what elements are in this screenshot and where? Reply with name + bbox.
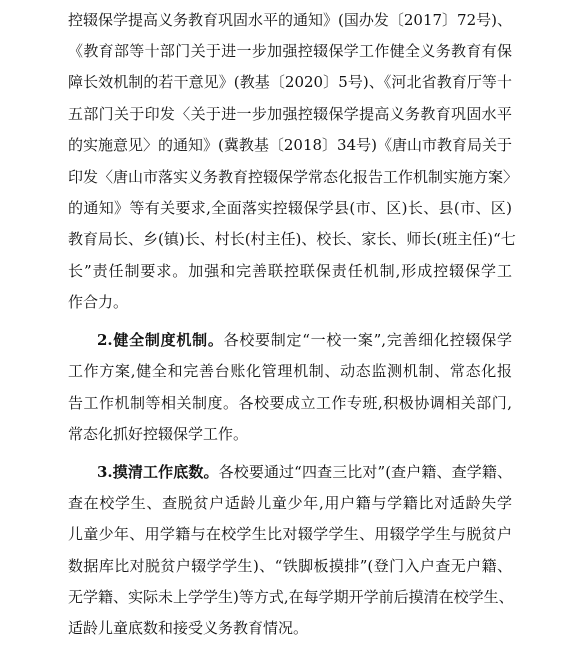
paragraph-3-heading: 3.摸清工作底数。 xyxy=(97,463,219,481)
paragraph-3-line-4: 数据库比对脱贫户辍学学生)、“铁脚板摸排”(登门入户查无户籍、 xyxy=(68,557,512,575)
paragraph-2-line-2: 工作方案,健全和完善台账化管理机制、动态监测机制、常态化报 xyxy=(68,362,512,380)
paragraph-1-line-4: 五部门关于印发〈关于进一步加强控辍保学提高义务教育巩固水平 xyxy=(68,105,512,123)
paragraph-3-line-3: 儿童少年、用学籍与在校学生比对辍学学生、用辍学学生与脱贫户 xyxy=(68,525,512,543)
paragraph-1-line-10: 作合力。 xyxy=(68,293,129,311)
paragraph-3-line-5: 无学籍、实际未上学学生)等方式,在每学期开学前后摸清在校学生、 xyxy=(68,588,514,606)
paragraph-1-line-1: 控辍保学提高义务教育巩固水平的通知》(国办发〔2017〕72号)、 xyxy=(68,11,512,29)
paragraph-1-line-9: 长”责任制要求。加强和完善联控联保责任机制,形成控辍保学工 xyxy=(68,262,512,280)
paragraph-3-first-line-text: 各校要通过“四查三比对”(查户籍、查学籍、 xyxy=(218,463,512,481)
paragraph-2-heading: 2.健全制度机制。 xyxy=(97,331,224,349)
paragraph-3-line-2: 查在校学生、查脱贫户适龄儿童少年,用户籍与学籍比对适龄失学 xyxy=(68,494,512,512)
paragraph-1-line-3: 障长效机制的若干意见》(教基〔2020〕5号)、《河北省教育厅等十 xyxy=(68,73,512,91)
paragraph-1-line-2: 《教育部等十部门关于进一步加强控辍保学工作健全义务教育有保 xyxy=(68,42,512,60)
paragraph-1-line-7: 的通知》等有关要求,全面落实控辍保学县(市、区)长、县(市、区) xyxy=(68,199,512,217)
paragraph-3-line-6: 适龄儿童底数和接受义务教育情况。 xyxy=(68,619,309,637)
paragraph-1-line-5: 的实施意见〉的通知》(冀教基〔2018〕34号)《唐山市教育局关于 xyxy=(68,136,512,154)
paragraph-2-first-line-text: 各校要制定“一校一案”,完善细化控辍保学 xyxy=(223,331,512,349)
paragraph-2-line-4: 常态化抓好控辍保学工作。 xyxy=(68,425,249,443)
paragraph-1-line-6: 印发〈唐山市落实义务教育控辍保学常态化报告工作机制实施方案〉 xyxy=(68,168,519,186)
paragraph-2-line-3: 告工作机制等相关制度。各校要成立工作专班,积极协调相关部门, xyxy=(68,394,512,412)
paragraph-2-first-line xyxy=(97,330,512,350)
paragraph-1-line-8: 教育局长、乡(镇)长、村长(村主任)、校长、家长、师长(班主任)“七 xyxy=(68,230,516,248)
paragraph-3-first-line xyxy=(97,462,512,482)
